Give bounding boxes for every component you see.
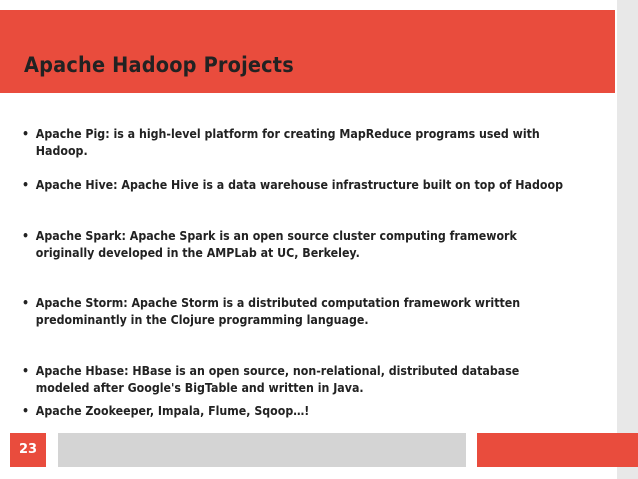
bullet-text: Apache Zookeeper, Impala, Flume, Sqoop…! (35, 404, 310, 418)
bullet-item-storm (22, 295, 574, 329)
bullet-marker: • (22, 127, 30, 141)
bullet-item-zookeeper (22, 403, 574, 420)
bullet-item-hbase (22, 363, 574, 397)
bullet-marker: • (22, 229, 30, 243)
bullet-text: Apache Storm: Apache Storm is a distributed computation framework written predominantly in the Clojure programming language. (35, 296, 521, 327)
footer-red-bar (477, 433, 638, 467)
bullet-item-pig (22, 126, 574, 160)
bullet-text: Apache Pig: is a high-level platform for creating MapReduce programs used with Hadoop. (35, 127, 540, 158)
bullet-text: Apache Hbase: HBase is an open source, non-relational, distributed database modeled after Google's BigTable and written in Java. (35, 364, 520, 395)
title-bar (0, 10, 615, 93)
bullet-marker: • (22, 296, 30, 310)
footer-gray-bar (58, 433, 466, 467)
bullet-text: Apache Hive: Apache Hive is a data warehouse infrastructure built on top of Hadoop (35, 178, 563, 192)
bullet-item-spark (22, 228, 574, 262)
slide-number: 23 (10, 433, 46, 467)
bullet-marker: • (22, 178, 30, 192)
bullet-marker: • (22, 364, 30, 378)
slide-title: Apache Hadoop Projects (24, 53, 294, 77)
bullet-marker: • (22, 404, 30, 418)
bullet-text: Apache Spark: Apache Spark is an open source cluster computing framework originally developed in the AMPLab at UC, Berkeley. (35, 229, 517, 260)
bullet-item-hive (22, 177, 574, 194)
right-edge-strip (617, 0, 638, 479)
